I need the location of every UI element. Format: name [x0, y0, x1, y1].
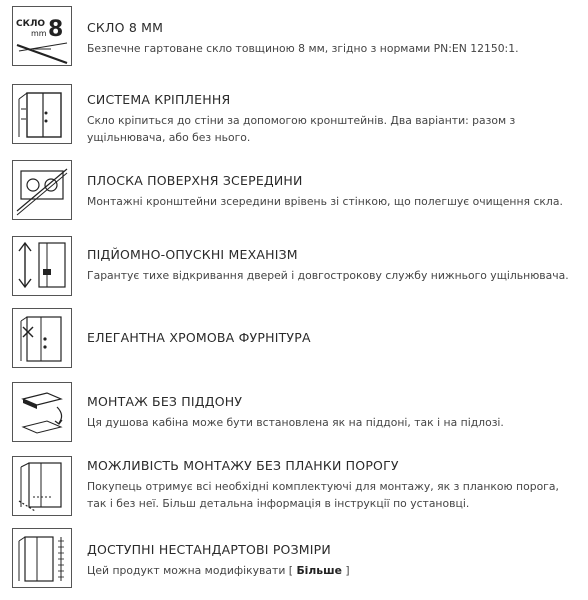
more-link[interactable]: Більше — [296, 564, 342, 577]
no-threshold-icon — [12, 456, 72, 516]
feature-desc: Покупець отримує всі необхідні комплектуючі для монтажу, як з планкою порога, так і без неї. Більш детальна інформація в інструкції по установці. — [87, 480, 559, 510]
feature-desc — [87, 562, 578, 579]
no-tray-mount-icon — [12, 382, 72, 442]
bracket-close: ] — [341, 564, 350, 577]
custom-size-icon — [12, 528, 72, 588]
feature-desc: Ця душова кабіна може бути встановлена як на піддоні, так і на підлозі. — [87, 416, 504, 429]
feature-desc: Монтажні кронштейни зсередини врівень зі стінкою, що полегшує очищення скла. — [87, 195, 563, 208]
feature-title: МОЖЛИВІСТЬ МОНТАЖУ БЕЗ ПЛАНКИ ПОРОГУ — [87, 458, 399, 473]
bracket-open: [ — [288, 564, 297, 577]
feature-title: ЕЛЕГАНТНА ХРОМОВА ФУРНІТУРА — [87, 330, 311, 345]
icon-label-mm: mm — [31, 29, 47, 38]
feature-title: МОНТАЖ БЕЗ ПІДДОНУ — [87, 394, 243, 409]
feature-title: ПІДЙОМНО-ОПУСКНІ МЕХАНІЗМ — [87, 247, 298, 262]
feature-title: СКЛО 8 ММ — [87, 20, 164, 35]
icon-label-glass: СКЛО — [16, 19, 46, 29]
feature-title: СИСТЕМА КРІПЛЕННЯ — [87, 92, 231, 107]
glass-8mm-icon — [12, 6, 72, 66]
mounting-system-icon — [12, 84, 72, 144]
feature-desc-text: Цей продукт можна модифікувати — [87, 564, 289, 577]
feature-desc: Гарантує тихе відкривання дверей і довгострокову службу нижнього ущільнювача. — [87, 269, 569, 282]
flat-surface-icon — [12, 160, 72, 220]
icon-label-8: 8 — [48, 17, 64, 42]
feature-desc: Безпечне гартоване скло товщиною 8 мм, згідно з нормами PN:EN 12150:1. — [87, 42, 519, 55]
lift-lower-icon — [12, 236, 72, 296]
feature-title: ДОСТУПНІ НЕСТАНДАРТОВІ РОЗМІРИ — [87, 542, 331, 557]
feature-desc: Скло кріпиться до стіни за допомогою кронштейнів. Два варіанти: разом з ущільнювача, або без нього. — [87, 114, 516, 144]
chrome-fittings-icon — [12, 308, 72, 368]
feature-title: ПЛОСКА ПОВЕРХНЯ ЗСЕРЕДИНИ — [87, 173, 303, 188]
